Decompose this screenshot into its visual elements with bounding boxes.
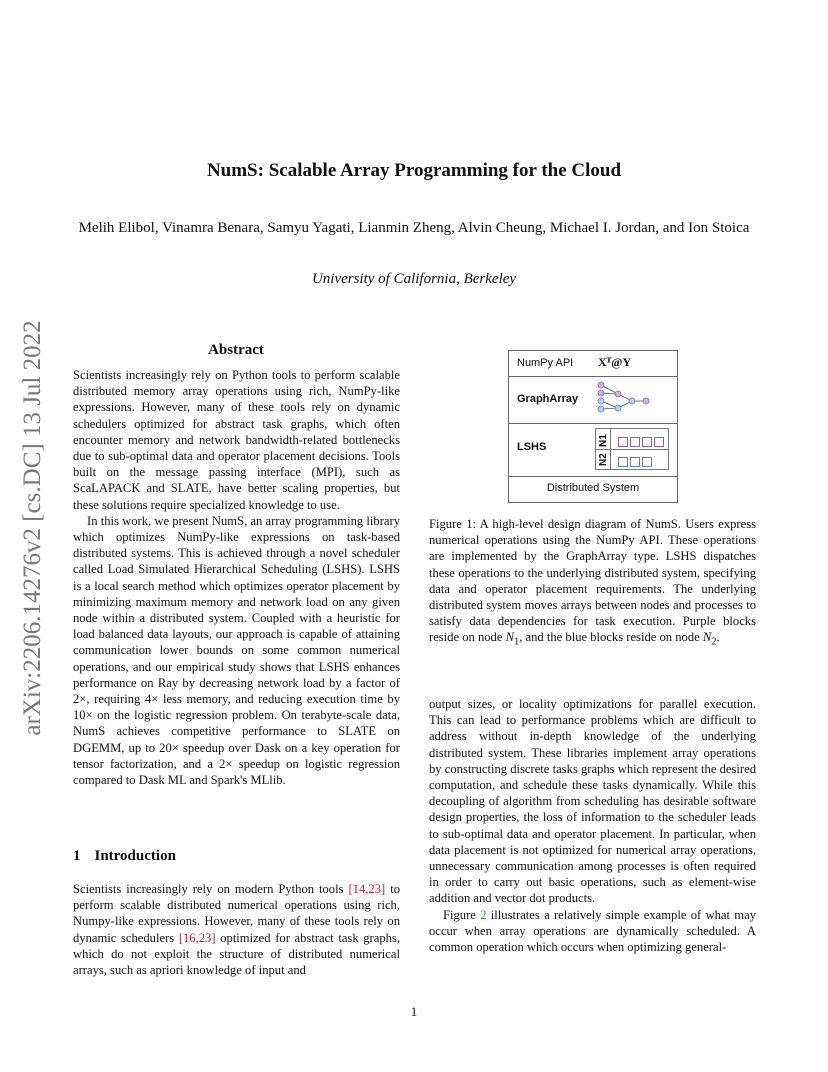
section-title: Introduction (94, 848, 176, 864)
design-diagram-figure (508, 350, 678, 503)
node-symbol: N (505, 630, 514, 645)
right-text-a: Figure (443, 907, 481, 922)
node-label-n2: N2 (598, 453, 609, 466)
grapharray-layer (509, 376, 677, 424)
abstract-body (73, 367, 400, 788)
section-heading-introduction (73, 848, 176, 865)
numpy-api-label: NumPy API (517, 357, 574, 369)
affiliation: University of California, Berkeley (311, 271, 517, 287)
lshs-layer (509, 423, 677, 477)
figure-reference-link[interactable]: 2 (480, 907, 487, 922)
numpy-api-layer (509, 351, 677, 377)
task-graph-icon (594, 380, 654, 420)
right-column-body (429, 696, 756, 955)
node-symbol: N (702, 630, 712, 645)
blue-blocks (618, 454, 652, 472)
node-subscript: 2 (711, 636, 717, 648)
lshs-label: LSHS (517, 441, 547, 453)
intro-text-3: optimized for abstract task graphs, which do not exploit the structure of distributed numerical arrays, such as apriori knowledge of input and (73, 930, 400, 978)
right-text-b: illustrates a relatively simple example of what may occur when array operations are dynamically scheduled. A common operation which occurs when optimizing general- (429, 907, 756, 955)
author-list: Melih Elibol, Vinamra Benara, Samyu Yagati, Lianmin Zheng, Alvin Cheung, Michael I. Jordan, and Ion Stoica (78, 220, 750, 236)
arxiv-sidebar-stamp (18, 298, 48, 758)
right-paragraph-1: output sizes, or locality optimizations for parallel execution. This can lead to performance problems which are difficult to address without in-depth knowledge of the underlying distributed system. These libraries implement array operations by constructing discrete tasks graphs which represent the desired computation, and schedule these tasks dynamically. While this decoupling of algorithm from scheduling has desirable software design properties, the loss of information to the scheduler leads to sub-optimal data and operator placement. In particular, when data placement is not optimized for numerical array operations, unnecessary communication among processes is often required in order to carry out basic operations, such as element-wise addition and vector dot products. (429, 697, 756, 906)
caption-part-2: , and the blue blocks reside on node (519, 630, 703, 645)
section-number: 1 (73, 848, 81, 864)
abstract-paragraph-1: Scientists increasingly rely on Python tools to perform scalable distributed memory array operations using rich, NumPy-like expressions. However, many of these tools rely on dynamic schedulers optimized for abstract task graphs, which often encounter memory and network bandwidth-related bottlenecks due to sub-optimal data and operator placement decisions. Tools built on the message passing interface (MPI), such as ScaLAPACK and SLATE, have better scaling properties, but these solutions require specialized knowledge to use. (73, 368, 400, 512)
node-subscript: 1 (514, 636, 520, 648)
abstract-paragraph-2: In this work, we present NumS, an array programming library which optimizes NumPy-like expressions on task-based distributed systems. This is achieved through a novel scheduler called Load Simulated Hierarchical Scheduling (LSHS). LSHS is a local search method which optimizes operator placement by minimizing maximum memory and network load on any given node within a distributed system. Coupled with a heuristic for load balanced data layouts, our approach is capable of attaining communication lower bounds on some common numerical operations, and our empirical study shows that LSHS enhances performance on Ray by decreasing network load by a factor of 2×, requiring 4× less memory, and reducing execution time by 10× on the logistic regression problem. On terabyte-scale data, NumS achieves competitive performance to SLATE on DGEMM, up to 20× speedup over Dask on a key operation for tensor factorization, and a 2× speedup on logistic regression compared to Dask ML and Spark's MLlib. (73, 513, 400, 788)
node-row-n2 (596, 449, 668, 469)
caption-part-1: Figure 1: A high-level design diagram of NumS. Users express numerical operations using the NumPy API. These operations are implemented by the GraphArray type. LSHS dispatches these operations to the underlying distributed system, specifying data and operator placement requirements. The underlying distributed system moves arrays between nodes and processes to satisfy data dependencies for task execution. Purple blocks reside on node (429, 517, 756, 645)
distributed-system-layer (509, 476, 677, 502)
expression-label: Xᵀ@Y (598, 355, 632, 369)
intro-text-1: Scientists increasingly rely on modern Python tools (73, 882, 349, 896)
paper-title: NumS: Scalable Array Programming for the Cloud (206, 160, 622, 181)
node-label-n1: N1 (598, 434, 609, 447)
intro-paragraph (73, 881, 400, 978)
distributed-system-label: Distributed System (546, 482, 640, 494)
arxiv-id: arXiv:2206.14276v2 [cs.DC] 13 Jul 2022 (19, 320, 46, 736)
introduction-body (73, 881, 400, 978)
node-row-n1 (596, 429, 668, 450)
abstract-heading: Abstract (208, 342, 264, 358)
grapharray-label: GraphArray (517, 393, 579, 405)
page-number: 1 (410, 1004, 418, 1019)
intro-text-2: to perform scalable distributed numerical operations using rich, Numpy-like expressions. However, many of these tools rely on dynamic schedulers (73, 882, 400, 945)
figure-caption (429, 516, 756, 651)
citation-link[interactable]: [14,23] (348, 882, 386, 896)
right-paragraph-2 (429, 907, 756, 956)
node-grid (595, 428, 669, 470)
caption-part-3: . (716, 630, 720, 645)
caption-text (429, 516, 756, 651)
citation-link[interactable]: [16,23] (178, 930, 216, 945)
